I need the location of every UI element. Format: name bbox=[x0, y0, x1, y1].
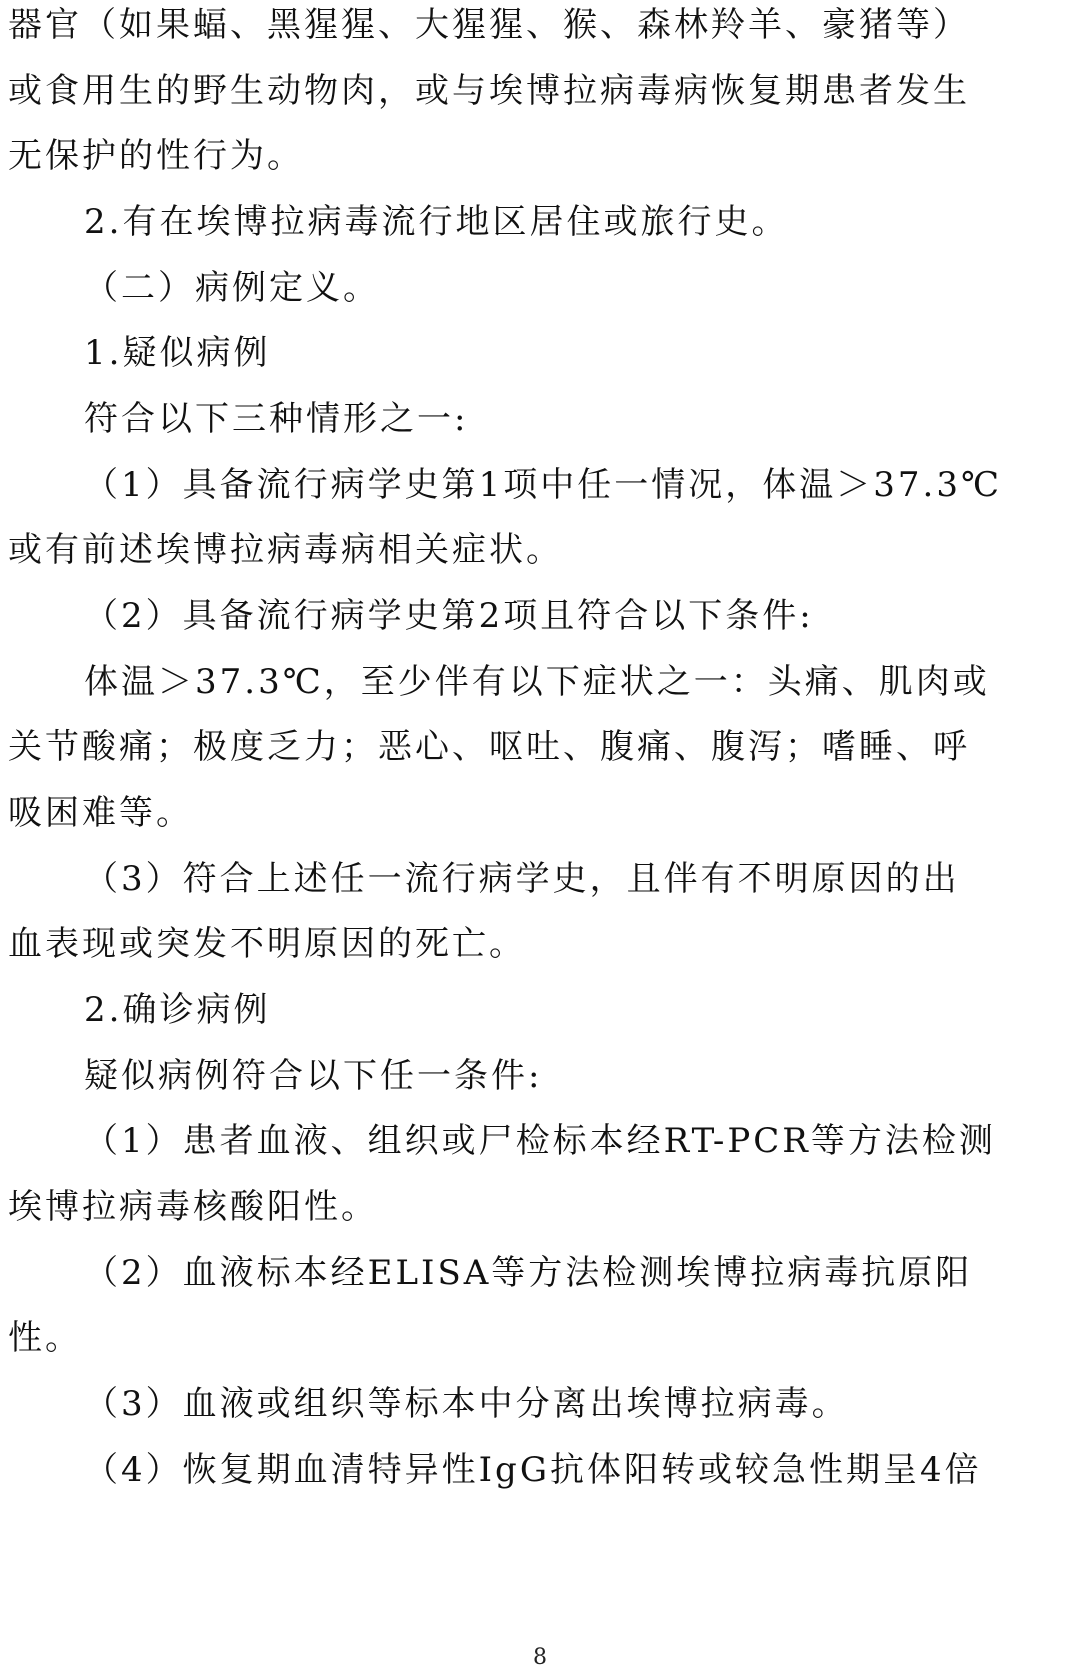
text-line: 埃博拉病毒核酸阳性。 bbox=[8, 1187, 378, 1227]
text-line: （3）符合上述任一流行病学史，且伴有不明原因的出 bbox=[84, 859, 960, 899]
text-line: 吸困难等。 bbox=[8, 793, 193, 833]
text-line: 2.有在埃博拉病毒流行地区居住或旅行史。 bbox=[84, 202, 789, 242]
subsection-heading: 2.确诊病例 bbox=[84, 990, 271, 1030]
text-line: 关节酸痛；极度乏力；恶心、呕吐、腹痛、腹泻；嗜睡、呼 bbox=[8, 727, 970, 767]
text-line: （1）具备流行病学史第1项中任一情况，体温＞37.3℃ bbox=[84, 465, 1002, 505]
text-line: 性。 bbox=[8, 1318, 82, 1358]
text-line: 血表现或突发不明原因的死亡。 bbox=[8, 924, 526, 964]
text-line: 体温＞37.3℃，至少伴有以下症状之一：头痛、肌肉或 bbox=[84, 662, 990, 702]
page-number: 8 bbox=[533, 1645, 547, 1670]
text-line: （4）恢复期血清特异性IgG抗体阳转或较急性期呈4倍 bbox=[84, 1450, 982, 1490]
text-line: （2）具备流行病学史第2项且符合以下条件: bbox=[84, 596, 814, 636]
text-line: （3）血液或组织等标本中分离出埃博拉病毒。 bbox=[84, 1384, 849, 1424]
text-line: 或食用生的野生动物肉，或与埃博拉病毒病恢复期患者发生 bbox=[8, 71, 970, 111]
text-line: 器官（如果蝠、黑猩猩、大猩猩、猴、森林羚羊、豪猪等） bbox=[8, 5, 970, 45]
section-heading: （二）病例定义。 bbox=[84, 268, 380, 308]
text-line: （2）血液标本经ELISA等方法检测埃博拉病毒抗原阳 bbox=[84, 1253, 973, 1293]
text-line: 无保护的性行为。 bbox=[8, 136, 304, 176]
text-line: 符合以下三种情形之一: bbox=[84, 399, 469, 439]
text-line: 疑似病例符合以下任一条件: bbox=[84, 1056, 543, 1096]
text-line: （1）患者血液、组织或尸检标本经RT-PCR等方法检测 bbox=[84, 1121, 996, 1161]
subsection-heading: 1.疑似病例 bbox=[84, 333, 271, 373]
text-line: 或有前述埃博拉病毒病相关症状。 bbox=[8, 530, 563, 570]
